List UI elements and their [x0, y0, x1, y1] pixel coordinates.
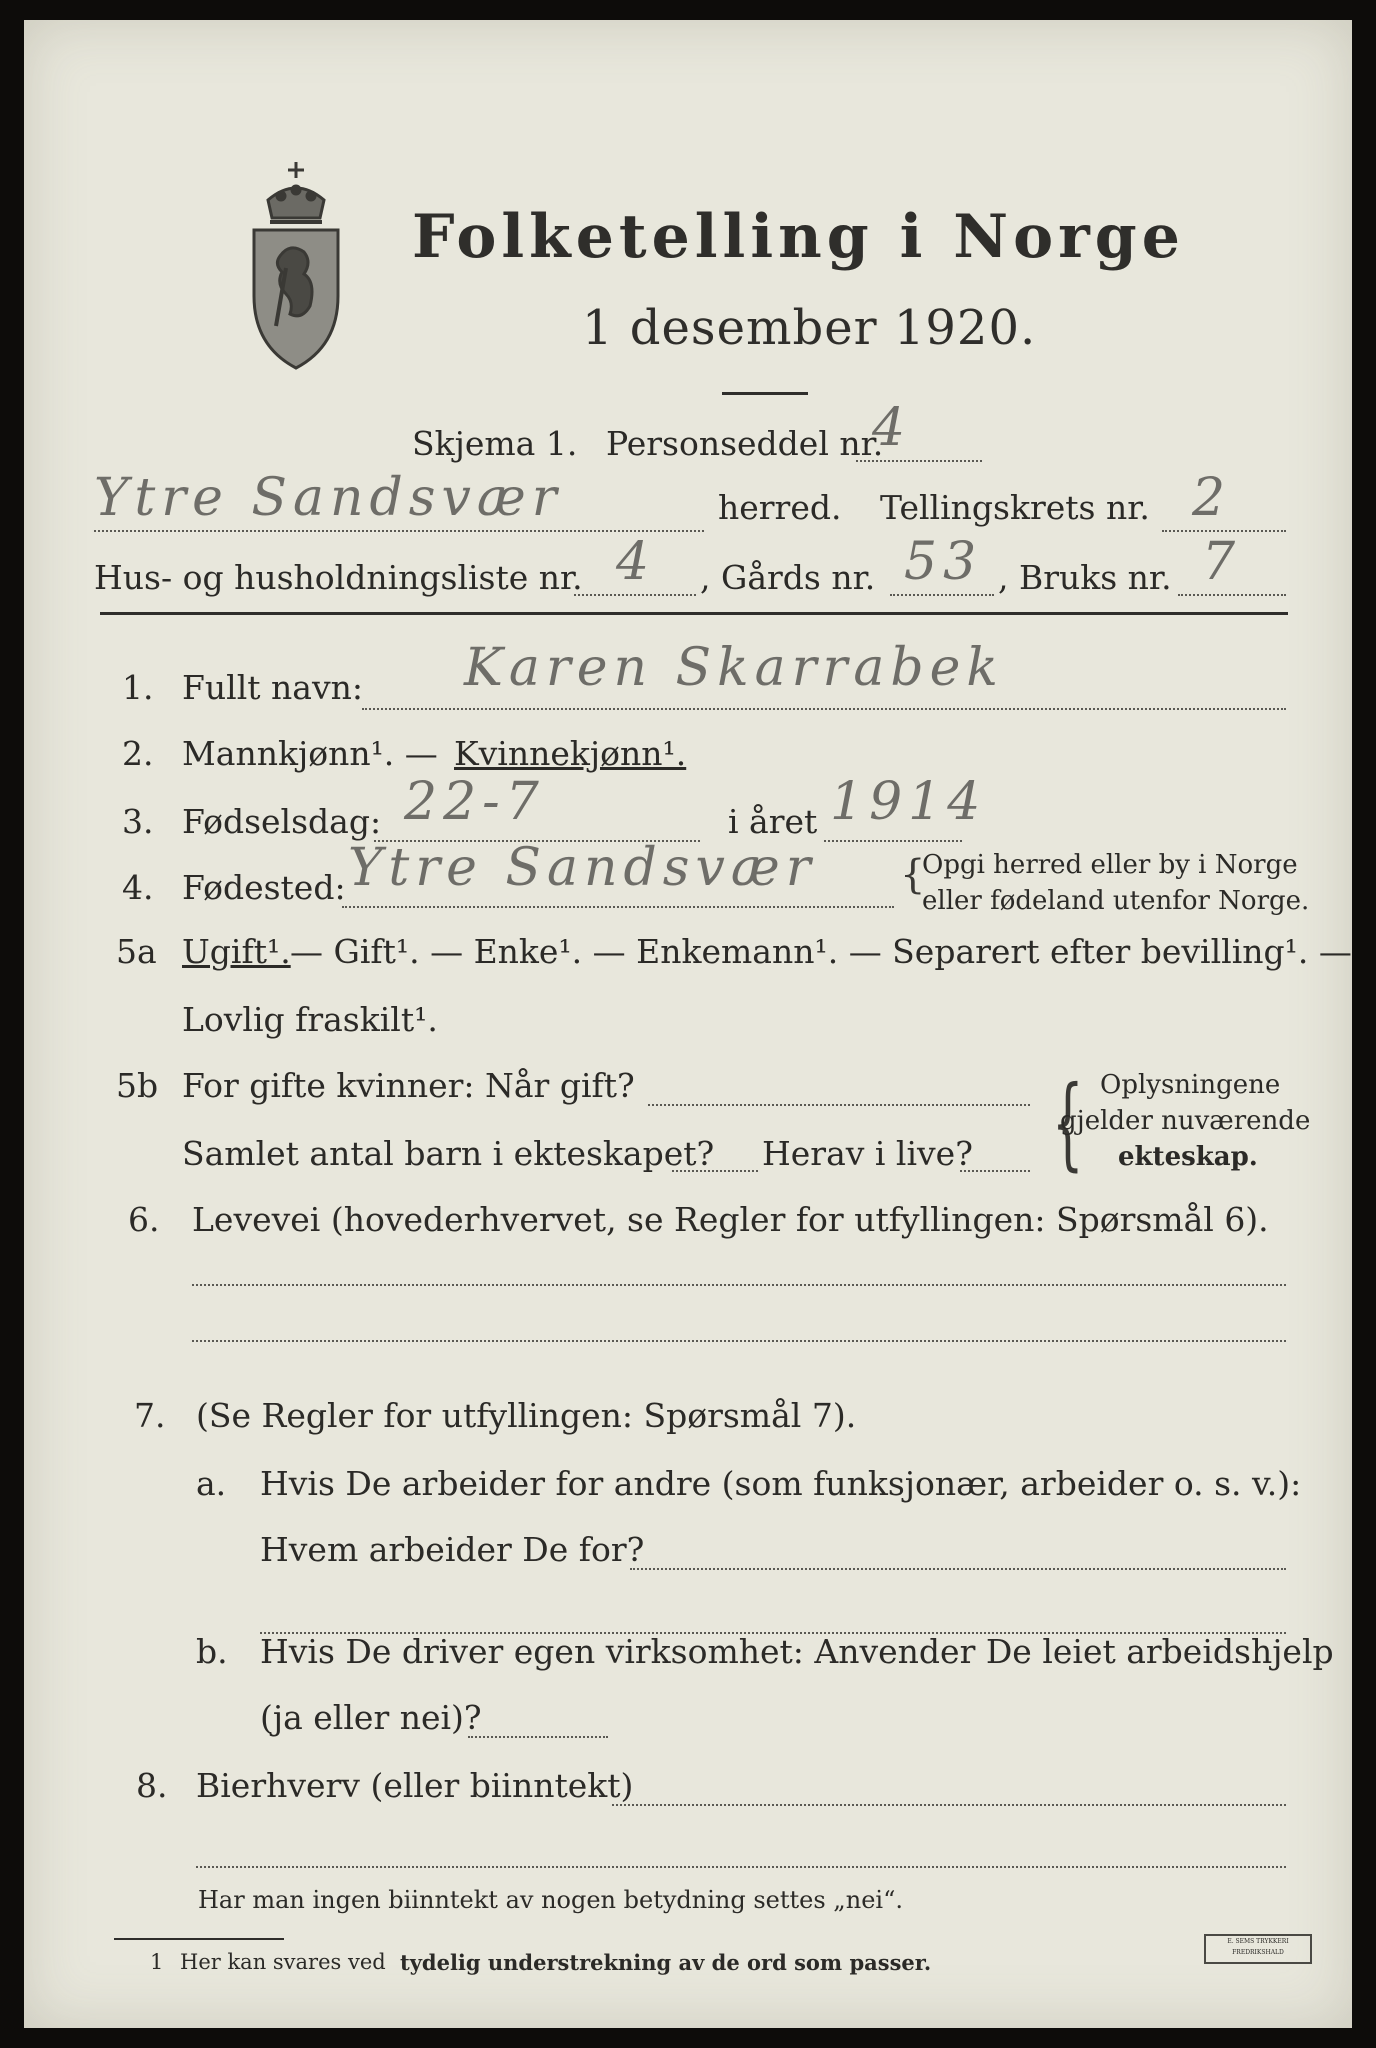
children-alive-field[interactable] [960, 1170, 1030, 1172]
census-date: 1 desember 1920. [582, 300, 1037, 356]
q2-number: 2. [122, 734, 154, 773]
q7-number: 7. [134, 1396, 166, 1435]
full-name-value: Karen Skarrabek [464, 638, 1004, 698]
footnote-mark: 1 [150, 1950, 164, 1974]
q5b-number: 5b [116, 1066, 159, 1105]
gards-label: , Gårds nr. [700, 558, 876, 597]
occupation-field-1[interactable] [192, 1284, 1286, 1286]
q5b-brace: { [1051, 1064, 1084, 1181]
title-divider [722, 392, 808, 395]
q2-female-underlined: Kvinnekjønn¹. [454, 734, 687, 773]
q4-note-line1: Opgi herred eller by i Norge [922, 850, 1298, 880]
q7a-text: Hvis De arbeider for andre (som funksjonær, arbeider o. s. v.): [260, 1464, 1302, 1503]
children-total-field[interactable] [672, 1170, 758, 1172]
q8-note: Har man ingen biinntekt av nogen betydning settes „nei“. [198, 1886, 903, 1914]
q1-label: Fullt navn: [182, 668, 363, 707]
herred-label: herred. [718, 488, 842, 527]
husliste-label: Hus- og husholdningsliste nr. [94, 558, 583, 597]
q5a-ugift-underlined: Ugift¹. [182, 932, 291, 971]
birthplace-value: Ytre Sandsvær [348, 838, 817, 898]
q5b-alive-label: Herav i live? [762, 1134, 973, 1173]
full-name-field[interactable] [362, 708, 1286, 710]
married-when-field[interactable] [648, 1104, 1030, 1106]
q7b-letter: b. [196, 1632, 228, 1671]
q4-number: 4. [122, 868, 154, 907]
q3-label: Fødselsdag: [182, 802, 382, 841]
birth-year-field[interactable] [824, 840, 962, 842]
tellingskrets-label: Tellingskrets nr. [880, 488, 1150, 527]
bruks-label: , Bruks nr. [998, 558, 1172, 597]
bruks-field[interactable] [1178, 594, 1286, 596]
personseddel-value: 4 [872, 398, 912, 458]
personseddel-field[interactable] [856, 460, 982, 462]
q5a-options: — Gift¹. — Enke¹. — Enkemann¹. — Separert efter bevilling¹. — [290, 932, 1352, 971]
husliste-value: 4 [616, 532, 656, 592]
birthdate-value: 22-7 [404, 772, 545, 832]
printer-stamp-line1: E. SEMS TRYKKERI [1227, 1938, 1289, 1945]
skjema-label: Skjema 1. [412, 424, 578, 463]
footnote-rule [114, 1938, 284, 1940]
printer-stamp-line2: FREDRIKSHALD [1232, 1949, 1284, 1956]
census-form-page [24, 20, 1352, 2028]
q6-number: 6. [128, 1200, 160, 1239]
q1-number: 1. [122, 668, 154, 707]
gards-value: 53 [904, 532, 983, 592]
q5a-line2: Lovlig fraskilt¹. [182, 1000, 438, 1039]
q7a-line2: Hvem arbeider De for? [260, 1530, 645, 1569]
q5b-line1: For gifte kvinner: Når gift? [182, 1066, 635, 1105]
q4-label: Fødested: [182, 868, 346, 907]
q5a-number: 5a [116, 932, 157, 971]
herred-field[interactable] [94, 530, 704, 532]
herred-value: Ytre Sandsvær [94, 468, 563, 528]
secondary-income-field[interactable] [612, 1804, 1286, 1806]
q5b-children-label: Samlet antal barn i ekteskapet? [182, 1134, 715, 1173]
birth-year-value: 1914 [830, 772, 987, 832]
footnote-text: Her kan svares ved [180, 1950, 386, 1974]
q5b-note-line3: ekteskap. [1118, 1142, 1258, 1172]
q7b-line2: (ja eller nei)? [260, 1698, 482, 1737]
birthplace-field[interactable] [342, 906, 894, 908]
q8-number: 8. [136, 1766, 168, 1805]
q3-number: 3. [122, 802, 154, 841]
q5b-note-line1: Oplysningene [1100, 1070, 1281, 1100]
q7b-text: Hvis De driver egen virksomhet: Anvender De leiet arbeidshjelp [260, 1632, 1334, 1671]
employer-field[interactable] [630, 1568, 1286, 1570]
husliste-field[interactable] [574, 594, 696, 596]
q6-text: Levevei (hovederhvervet, se Regler for utfyllingen: Spørsmål 6). [192, 1200, 1269, 1239]
printer-stamp [1204, 1934, 1312, 1964]
gards-field[interactable] [890, 594, 994, 596]
header-rule [100, 612, 1288, 615]
q3-year-label: i året [728, 802, 818, 841]
q8-text: Bierhverv (eller biinntekt) [196, 1766, 634, 1805]
occupation-field-2[interactable] [192, 1340, 1286, 1342]
coat-of-arms-icon [246, 156, 346, 376]
q2-male: Mannkjønn¹. — [182, 734, 438, 773]
q4-note-line2: eller fødeland utenfor Norge. [922, 886, 1310, 916]
q7-text: (Se Regler for utfyllingen: Spørsmål 7). [196, 1396, 857, 1435]
tellingskrets-value: 2 [1192, 468, 1232, 528]
q4-brace: { [900, 852, 926, 898]
footnote-text-bold: tydelig understrekning av de ord som passer. [400, 1950, 932, 1975]
hired-help-field[interactable] [468, 1736, 608, 1738]
q7a-letter: a. [196, 1464, 227, 1503]
q5b-note-line2: gjelder nuværende [1060, 1106, 1311, 1136]
form-title: Folketelling i Norge [412, 202, 1185, 272]
personseddel-label: Personseddel nr. [606, 424, 884, 463]
bruks-value: 7 [1202, 532, 1242, 592]
secondary-income-field-2[interactable] [196, 1866, 1286, 1868]
